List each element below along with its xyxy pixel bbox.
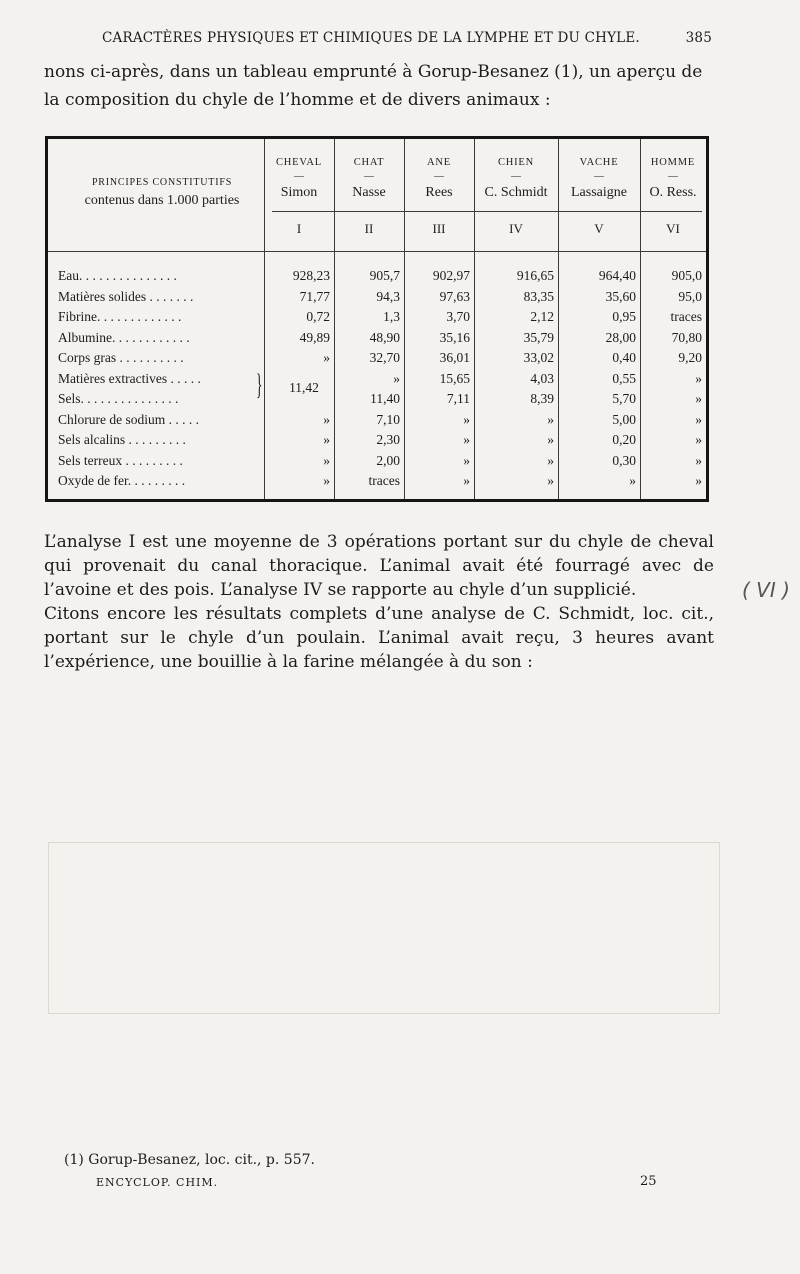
row-label: Chlorure de sodium . . . . .	[58, 411, 199, 427]
table-cell: »	[323, 350, 330, 365]
table-cell: 916,65	[516, 268, 554, 283]
handwritten-margin-note: ( VI )	[742, 578, 790, 602]
running-title: CARACTÈRES PHYSIQUES ET CHIMIQUES DE LA LYMPHE ET DU CHYLE.	[102, 30, 640, 46]
intro-paragraph: nons ci-après, dans un tableau emprunté à Gorup-Besanez (1), un aperçu de la composition du chyle de l’homme et de divers animaux :	[44, 62, 703, 110]
row-label: Matières solides . . . . . . .	[58, 288, 194, 304]
table-cell: 7,11	[446, 391, 470, 406]
table-cell: 0,95	[612, 309, 636, 324]
column-number: VI	[666, 221, 680, 236]
column-animal: HOMME	[650, 157, 696, 168]
footer-source: ENCYCLOP. CHIM.	[96, 1176, 219, 1189]
page-number: 385	[685, 30, 712, 46]
table-cell: 83,35	[523, 288, 554, 304]
table-header-label: PRINCIPES CONSTITUTIFS	[91, 177, 233, 188]
table-cell: 5,70	[612, 391, 636, 406]
row-label: Sels terreux . . . . . . . . .	[58, 452, 183, 468]
table-cell: 905,7	[369, 268, 400, 283]
table-cell: 94,3	[376, 288, 400, 304]
table-cell: »	[695, 370, 702, 386]
merged-value: 11,42	[289, 380, 319, 395]
table-cell: 902,97	[432, 268, 470, 283]
table-cell: 49,89	[299, 329, 330, 345]
table-cell: »	[393, 370, 400, 386]
table-cell: »	[695, 391, 702, 406]
table-cell: 7,10	[376, 411, 400, 427]
table-cell: 15,65	[439, 370, 470, 386]
column-author: C. Schmidt	[484, 185, 548, 200]
table-cell: 9,20	[678, 350, 702, 365]
table-cell: 97,63	[439, 288, 470, 304]
column-number: V	[594, 221, 604, 236]
table-cell: »	[323, 432, 330, 447]
paragraph-analysis-notes: L’analyse I est une moyenne de 3 opérations portant sur du chyle de cheval qui provenait du canal thoracique. L’animal avait été fourragé avec de l’avoine et des pois. L’analyse IV se rapporte au chyle d’un supplicié.	[44, 532, 714, 600]
row-label: Sels alcalins . . . . . . . . .	[58, 432, 186, 447]
column-number: II	[364, 221, 374, 236]
table-cell: traces	[368, 473, 400, 488]
table-cell: 964,40	[598, 268, 636, 283]
table-cell: 3,70	[446, 309, 470, 324]
column-author: Rees	[425, 185, 453, 200]
table-cell: 32,70	[369, 350, 400, 365]
column-animal: VACHE	[579, 157, 619, 168]
table-cell: »	[695, 432, 702, 447]
table-cell: 2,30	[376, 432, 400, 447]
table-cell: 2,12	[530, 309, 554, 324]
table-cell: 48,90	[369, 329, 400, 345]
row-label: Corps gras . . . . . . . . . .	[58, 350, 184, 365]
column-number: IV	[509, 221, 523, 236]
table-cell: »	[629, 473, 636, 488]
table-cell: 1,3	[383, 309, 400, 324]
column-author: O. Ress.	[649, 185, 697, 200]
row-label: Fibrine. . . . . . . . . . . . .	[58, 309, 182, 324]
table-cell: »	[463, 452, 470, 468]
table-cell: 71,77	[299, 288, 330, 304]
table-cell: 33,02	[523, 350, 554, 365]
table-header-sublabel: contenus dans 1.000 parties	[84, 193, 240, 208]
brace-symbol: }	[256, 368, 263, 401]
column-dash: —	[511, 171, 521, 182]
column-animal: CHEVAL	[275, 157, 323, 168]
row-label: Matières extractives . . . . .	[58, 370, 201, 386]
table-cell: 905,0	[671, 268, 702, 283]
column-dash: —	[594, 171, 604, 182]
table-cell: »	[463, 473, 470, 488]
row-label: Oxyde de fer. . . . . . . . .	[58, 473, 186, 488]
table-cell: »	[463, 411, 470, 427]
table-rule	[48, 251, 706, 252]
table-cell: »	[695, 411, 702, 427]
table-cell: 0,40	[612, 350, 636, 365]
table-cell: 0,20	[612, 432, 636, 447]
table-cell: »	[463, 432, 470, 447]
column-animal: ANE	[427, 157, 451, 168]
footnote: (1) Gorup-Besanez, loc. cit., p. 557.	[64, 1152, 315, 1168]
table-cell: 5,00	[612, 411, 636, 427]
footer-signature: 25	[640, 1174, 657, 1189]
table-cell: 36,01	[439, 350, 470, 365]
table-cell: traces	[670, 309, 702, 324]
column-author: Simon	[280, 185, 318, 200]
paragraph-schmidt-text: Citons encore les résultats complets d’une analyse de C. Schmidt, loc. cit., portant sur le chyle d’un poulain. L’animal avait reçu, 3 heures avant l’expérience, une bouillie à la farine mélangée à du son :	[44, 604, 714, 672]
column-author: Lassaigne	[571, 185, 627, 200]
column-dash: —	[294, 171, 304, 182]
table-cell: 35,16	[439, 329, 470, 345]
table-cell: 70,80	[671, 329, 702, 345]
column-dash: —	[668, 171, 678, 182]
bleed-through-area	[48, 842, 720, 1014]
table-cell: 35,79	[523, 329, 554, 345]
column-author: Nasse	[352, 185, 386, 200]
table-cell: 35,60	[605, 288, 636, 304]
row-label: Albumine. . . . . . . . . . . .	[58, 329, 190, 345]
table-cell: »	[323, 452, 330, 468]
column-animal: CHIEN	[497, 157, 535, 168]
table-cell: »	[323, 473, 330, 488]
table-cell: 4,03	[530, 370, 554, 386]
column-number: I	[296, 221, 302, 236]
table-cell: 28,00	[605, 329, 636, 345]
table-cell: »	[547, 452, 554, 468]
row-label: Sels. . . . . . . . . . . . . . .	[58, 391, 179, 406]
row-label: Eau. . . . . . . . . . . . . . .	[58, 268, 177, 283]
table-cell: »	[695, 452, 702, 468]
column-number: III	[432, 221, 446, 236]
column-animal: CHAT	[353, 157, 385, 168]
table-cell: »	[547, 473, 554, 488]
table-cell: »	[695, 473, 702, 488]
composition-table	[45, 136, 709, 502]
paragraph-schmidt	[44, 602, 714, 674]
column-dash: —	[364, 171, 374, 182]
table-cell: 0,72	[306, 309, 330, 324]
table-cell: 0,30	[612, 452, 636, 468]
table-cell: 2,00	[376, 452, 400, 468]
table-cell: 8,39	[530, 391, 554, 406]
table-cell: »	[547, 432, 554, 447]
column-dash: —	[434, 171, 444, 182]
table-cell: 11,40	[370, 391, 400, 406]
table-cell: 0,55	[612, 370, 636, 386]
table-cell: 95,0	[678, 288, 702, 304]
table-rule	[272, 211, 702, 212]
table-cell: »	[547, 411, 554, 427]
table-cell: 928,23	[292, 268, 330, 283]
table-cell: »	[323, 411, 330, 427]
